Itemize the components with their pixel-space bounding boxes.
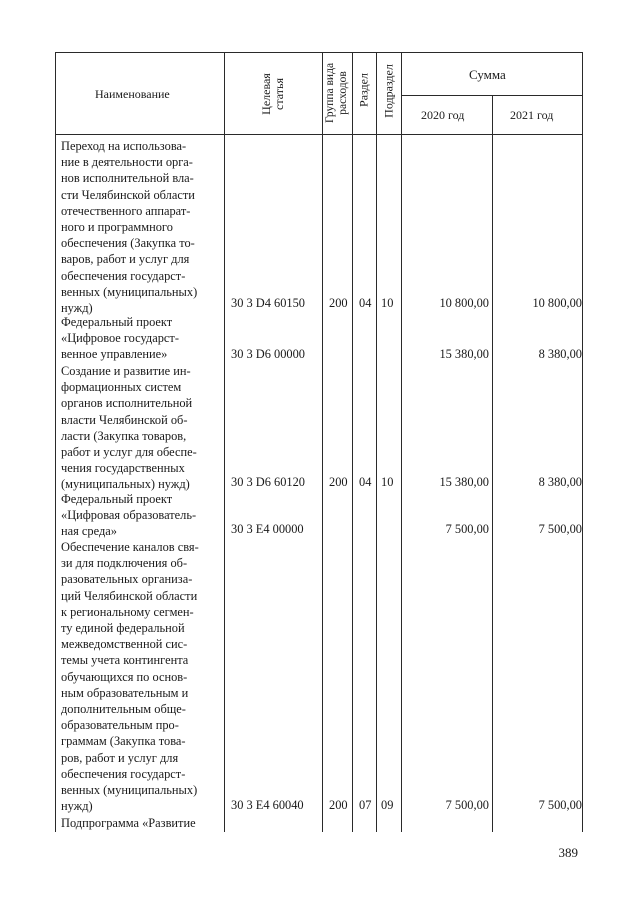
row-amount-2020: 10 800,00 <box>439 296 489 310</box>
row-target-code: 30 3 D6 00000 <box>231 347 305 361</box>
row-subsection: 10 <box>381 296 394 310</box>
header-expense-group: Группа вида расходов <box>324 62 349 124</box>
row-name: Создание и развитие ин- формационных систем органов исполнительной власти Челябинской об- ласти (Закупка товаров, работ и услуг для обеспе- чения государственных (муниципальных) нужд) <box>61 364 197 492</box>
row-amount-2020: 15 380,00 <box>439 475 489 489</box>
header-target-article: Целевая статья <box>259 73 286 115</box>
page-number: 389 <box>558 845 578 860</box>
row-amount-2021: 10 800,00 <box>532 296 582 310</box>
table-top-border <box>55 52 582 53</box>
row-amount-2021: 7 500,00 <box>538 798 582 812</box>
header-sum: Сумма <box>469 67 506 82</box>
col-border-code <box>322 52 323 832</box>
header-subsection: Подраздел <box>381 64 396 118</box>
header-year-2021: 2021 год <box>510 108 554 122</box>
header-year-2020: 2020 год <box>421 108 465 122</box>
col-border-y2020 <box>492 95 493 832</box>
row-target-code: 30 3 D6 60120 <box>231 475 305 489</box>
row-amount-2021: 8 380,00 <box>538 347 582 361</box>
row-name: Подпрограмма «Развитие <box>61 816 196 830</box>
col-border-name <box>224 52 225 832</box>
col-border-left <box>55 52 56 832</box>
col-border-subsection <box>401 52 402 832</box>
row-subsection: 09 <box>381 798 394 812</box>
header-bottom-border <box>55 134 582 135</box>
row-target-code: 30 3 E4 00000 <box>231 522 304 536</box>
row-expense-group: 200 <box>329 798 348 812</box>
col-border-group <box>352 52 353 832</box>
row-expense-group: 200 <box>329 296 348 310</box>
row-name: Обеспечение каналов свя- зи для подключения об- разовательных организа- ций Челябинской области к региональному сегмен- ту единой федеральной межведомственной сис- темы учета контингента обучающихся по основ- ным образовательным и дополнительным обще- образовательным про- граммам (Закупка това- ров, работ и услуг для обеспечения государст- венных (муниципальных) нужд) <box>61 540 199 814</box>
col-border-right <box>582 52 583 832</box>
row-name: Федеральный проект «Цифровая образователь- ная среда» <box>61 492 197 539</box>
row-amount-2021: 7 500,00 <box>538 522 582 536</box>
row-expense-group: 200 <box>329 475 348 489</box>
header-section: Раздел <box>356 73 371 107</box>
row-amount-2021: 8 380,00 <box>538 475 582 489</box>
row-name: Федеральный проект «Цифровое государст- венное управление» <box>61 315 179 362</box>
row-subsection: 10 <box>381 475 394 489</box>
row-target-code: 30 3 E4 60040 <box>231 798 304 812</box>
row-target-code: 30 3 D4 60150 <box>231 296 305 310</box>
row-amount-2020: 7 500,00 <box>445 522 489 536</box>
row-section: 07 <box>359 798 372 812</box>
col-border-section <box>376 52 377 832</box>
row-section: 04 <box>359 475 372 489</box>
row-amount-2020: 15 380,00 <box>439 347 489 361</box>
row-name: Переход на использова- ние в деятельности орга- нов исполнительной вла- сти Челябинской области отечественного аппарат- ного и программного обеспечения (Закупка то- варов, работ и услуг для обеспечения государст- венных (муниципальных) нужд) <box>61 139 198 316</box>
row-section: 04 <box>359 296 372 310</box>
row-amount-2020: 7 500,00 <box>445 798 489 812</box>
header-name: Наименование <box>95 87 170 101</box>
